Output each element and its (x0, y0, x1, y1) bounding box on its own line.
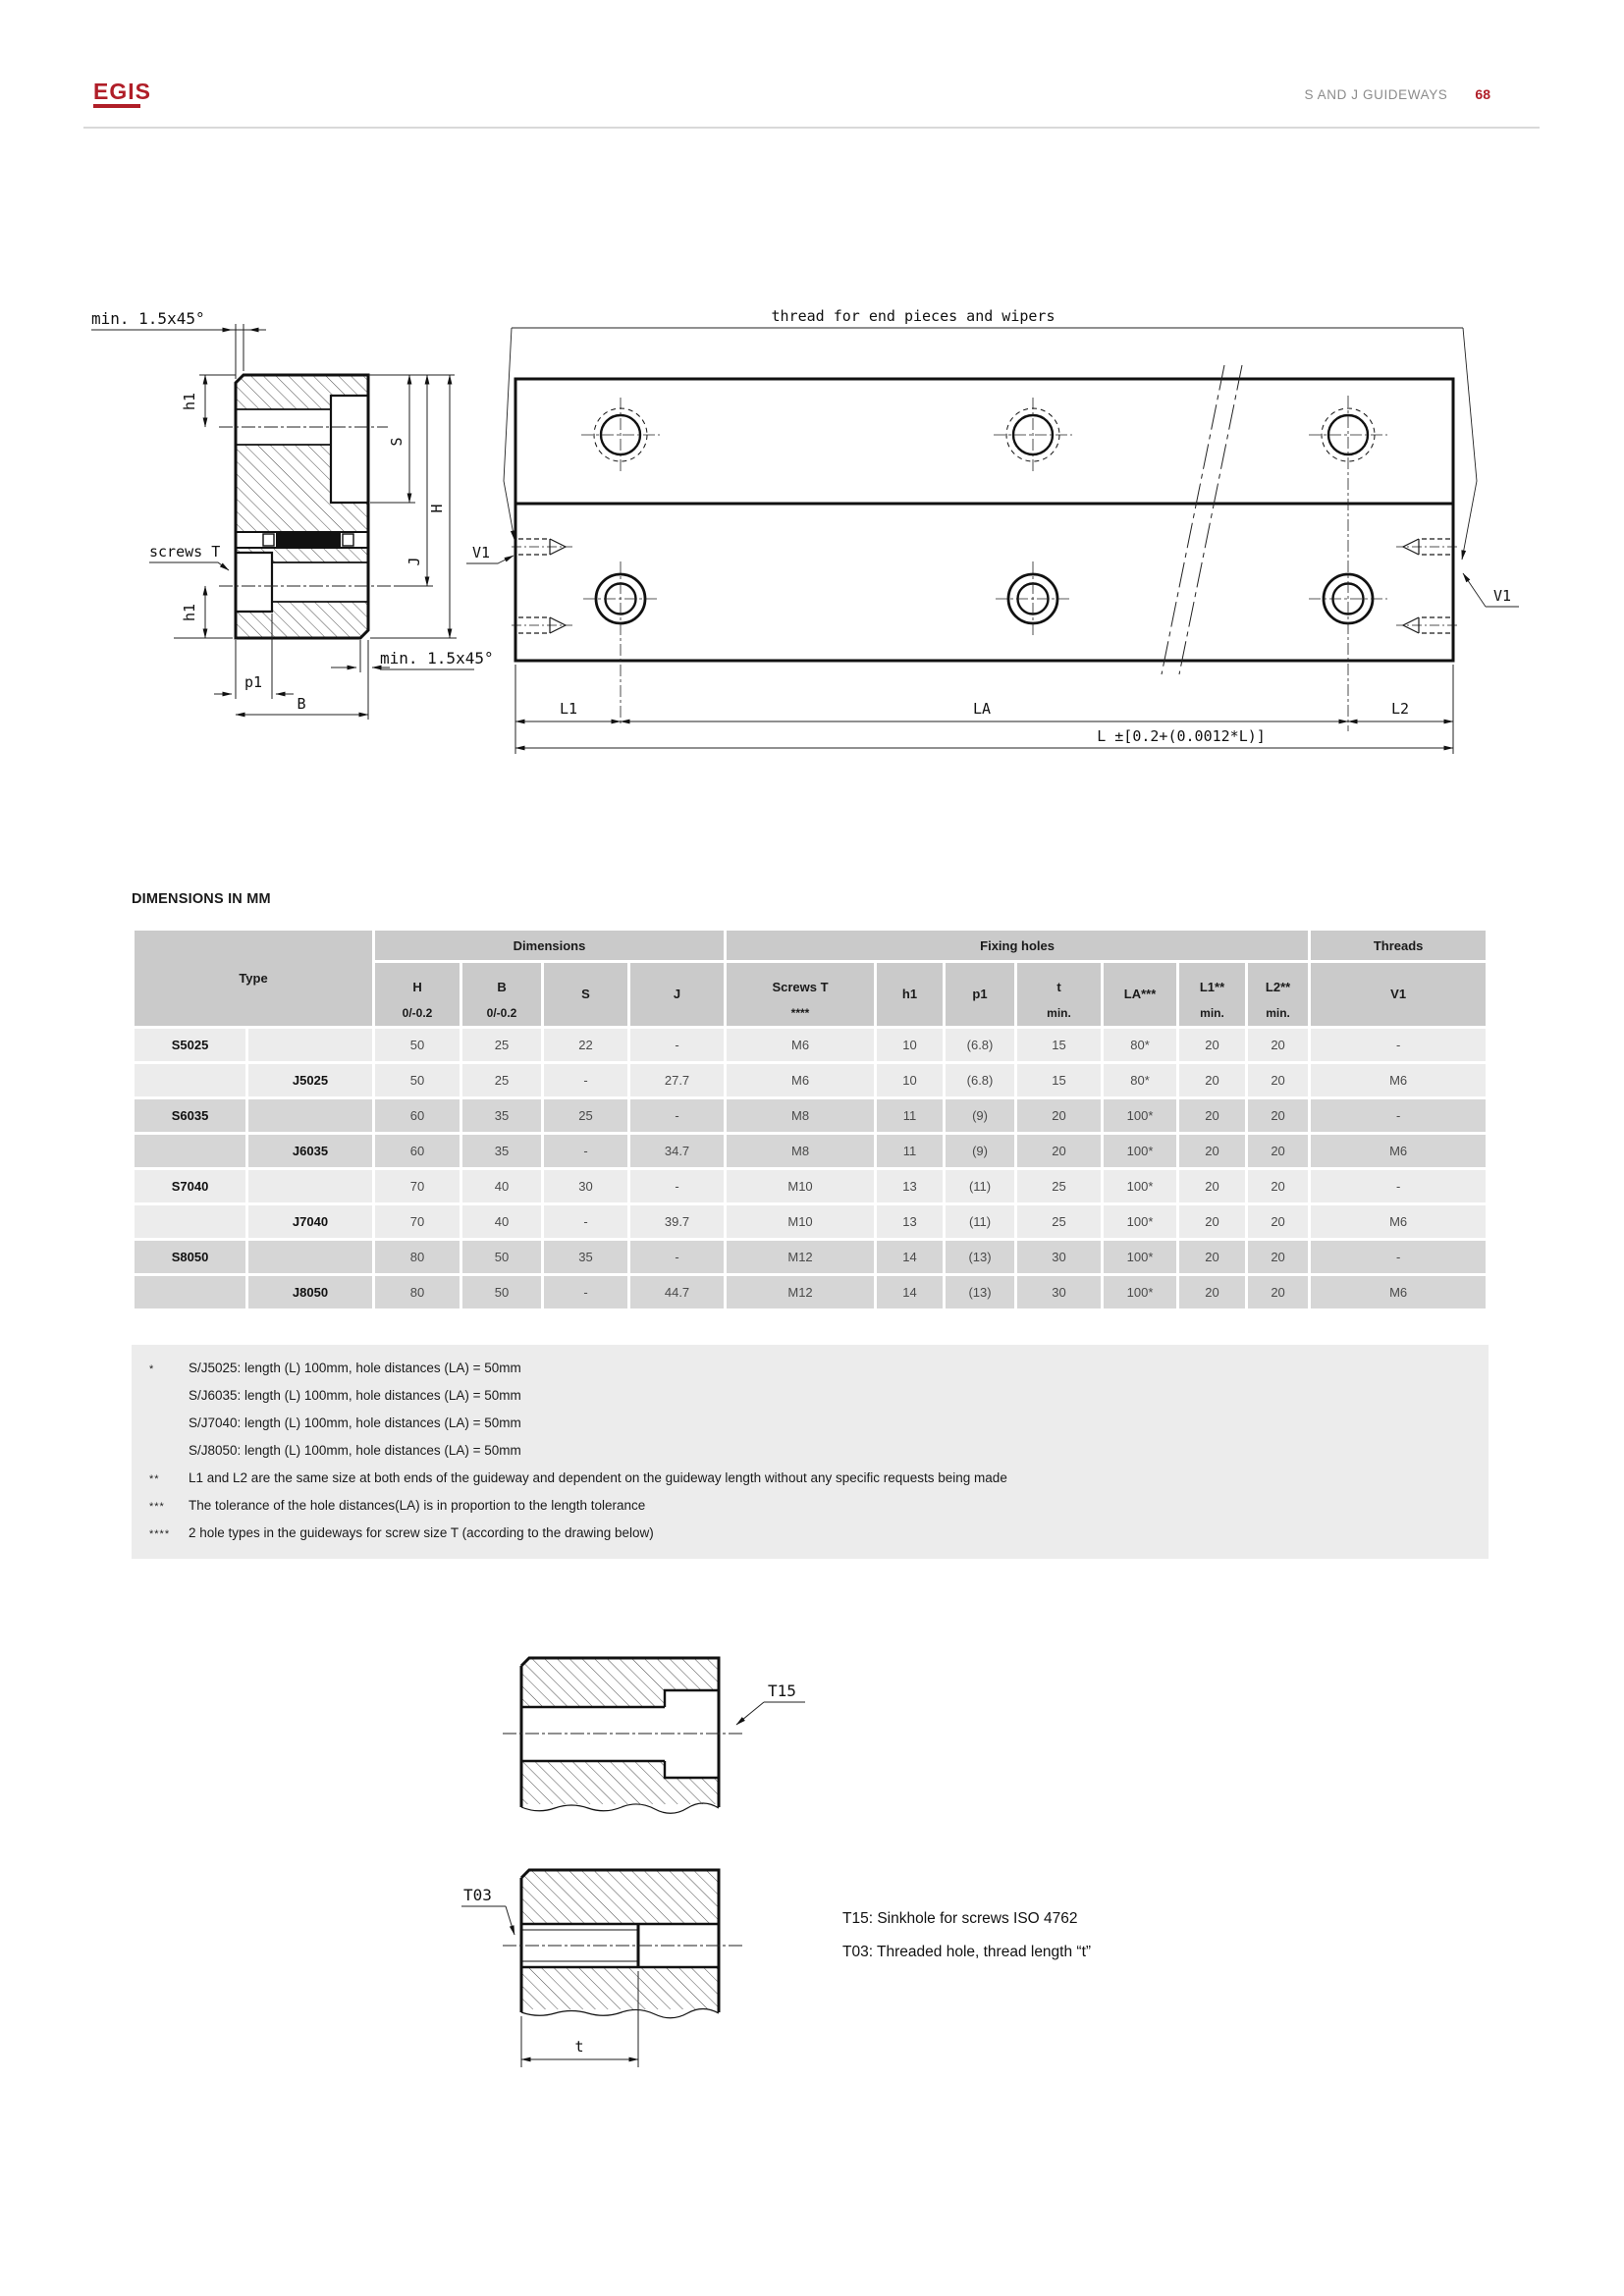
value-cell: 22 (544, 1029, 627, 1061)
cross-section-view (91, 309, 494, 720)
value-cell: 100* (1104, 1135, 1176, 1167)
table-row (135, 1135, 1486, 1167)
col-header-v1: V1 (1311, 963, 1486, 1026)
group-header-dimensions: Dimensions (375, 931, 724, 960)
col-header-H: H 0/-0.2 (375, 963, 460, 1026)
value-cell: 35 (544, 1241, 627, 1273)
table-row (135, 1064, 1486, 1096)
footnotes-box (132, 1345, 1489, 1559)
value-cell: 20 (1179, 1170, 1245, 1202)
value-cell: 34.7 (630, 1135, 724, 1167)
page-number: 68 (1475, 86, 1490, 102)
table-row (135, 1029, 1486, 1061)
value-cell: 100* (1104, 1241, 1176, 1273)
t15-note: T15: Sinkhole for screws ISO 4762 (842, 1910, 1078, 1927)
value-cell: 20 (1179, 1099, 1245, 1132)
value-cell: 60 (375, 1099, 460, 1132)
value-cell: 14 (877, 1241, 943, 1273)
col-header-t: t min. (1017, 963, 1101, 1026)
value-cell: 80* (1104, 1064, 1176, 1096)
group-header-threads: Threads (1311, 931, 1486, 960)
footnote-marker: *** (149, 1501, 165, 1513)
value-cell: - (1311, 1241, 1486, 1273)
value-cell: 20 (1248, 1241, 1308, 1273)
value-cell: 100* (1104, 1205, 1176, 1238)
value-cell: 80 (375, 1276, 460, 1308)
type-cell (248, 1099, 372, 1132)
footnote-text: 2 hole types in the guideways for screw size T (according to the drawing below) (189, 1525, 654, 1540)
value-cell: (9) (946, 1135, 1014, 1167)
egis-logo-underline (93, 104, 140, 108)
value-cell: - (630, 1099, 724, 1132)
value-cell: 70 (375, 1170, 460, 1202)
col-header-la: LA*** (1104, 963, 1176, 1026)
value-cell: 20 (1248, 1205, 1308, 1238)
value-cell: 60 (375, 1135, 460, 1167)
value-cell: 15 (1017, 1029, 1101, 1061)
footnote-line (149, 1415, 1489, 1443)
footnote-text: S/J5025: length (L) 100mm, hole distances (LA) = 50mm (189, 1361, 521, 1375)
type-cell: S6035 (135, 1099, 245, 1132)
h1-dim-bottom: h1 (181, 603, 198, 622)
value-cell: 13 (877, 1205, 943, 1238)
end-screw-icon (512, 617, 572, 633)
table-row (135, 1276, 1486, 1308)
header-rule (83, 127, 1540, 129)
value-cell: 39.7 (630, 1205, 724, 1238)
value-cell: M6 (1311, 1276, 1486, 1308)
value-cell: 50 (462, 1241, 541, 1273)
p1-dim: p1 (244, 673, 263, 691)
footnote-text: S/J6035: length (L) 100mm, hole distances (LA) = 50mm (189, 1388, 521, 1403)
table-row (135, 1170, 1486, 1202)
table-row (135, 1205, 1486, 1238)
end-screw-icon (1396, 617, 1457, 633)
footnote-line (149, 1443, 1489, 1470)
section-title: S AND J GUIDEWAYS (1304, 87, 1448, 102)
value-cell: - (544, 1064, 627, 1096)
type-cell (135, 1205, 245, 1238)
value-cell: 50 (462, 1276, 541, 1308)
col-header-S: S (544, 963, 627, 1026)
col-header-l2: L2** min. (1248, 963, 1308, 1026)
footnote-marker: ** (149, 1473, 160, 1485)
value-cell: M6 (1311, 1135, 1486, 1167)
col-header-p1: p1 (946, 963, 1014, 1026)
t03-note: T03: Threaded hole, thread length “t” (842, 1944, 1092, 1960)
value-cell: 15 (1017, 1064, 1101, 1096)
value-cell: 20 (1179, 1135, 1245, 1167)
t15-detail-view (503, 1658, 805, 1813)
value-cell: M6 (1311, 1205, 1486, 1238)
value-cell: (6.8) (946, 1064, 1014, 1096)
type-cell: S5025 (135, 1029, 245, 1061)
guideway-technical-drawing (83, 196, 1542, 766)
footnote-text: S/J7040: length (L) 100mm, hole distances (LA) = 50mm (189, 1415, 521, 1430)
value-cell: 35 (462, 1099, 541, 1132)
screws-t-label: screws T (149, 543, 221, 561)
value-cell: 14 (877, 1276, 943, 1308)
value-cell: 20 (1017, 1099, 1101, 1132)
value-cell: 20 (1179, 1276, 1245, 1308)
end-screw-icon (1396, 539, 1457, 555)
value-cell: 20 (1179, 1205, 1245, 1238)
value-cell: 20 (1248, 1064, 1308, 1096)
footnote-line (149, 1525, 1489, 1553)
footnote-text: The tolerance of the hole distances(LA) is in proportion to the length tolerance (189, 1498, 646, 1513)
col-header-J: J (630, 963, 724, 1026)
type-column-header: Type (135, 931, 372, 1026)
t03-label: T03 (463, 1886, 492, 1904)
value-cell: 10 (877, 1064, 943, 1096)
b-dim: B (297, 695, 306, 713)
egis-logo: EGIS (93, 79, 151, 104)
type-cell (248, 1170, 372, 1202)
t15-label: T15 (768, 1682, 796, 1700)
value-cell: (6.8) (946, 1029, 1014, 1061)
value-cell: 20 (1248, 1170, 1308, 1202)
l1-dim: L1 (559, 700, 578, 718)
value-cell: 11 (877, 1099, 943, 1132)
value-cell: 80* (1104, 1029, 1176, 1061)
value-cell: M8 (727, 1135, 874, 1167)
value-cell: 35 (462, 1135, 541, 1167)
value-cell: M10 (727, 1170, 874, 1202)
footnote-marker: * (149, 1363, 155, 1375)
value-cell: - (544, 1276, 627, 1308)
chamfer-note-top: min. 1.5x45° (91, 309, 205, 328)
type-cell: J8050 (248, 1276, 372, 1308)
value-cell: 20 (1248, 1135, 1308, 1167)
value-cell: 11 (877, 1135, 943, 1167)
wiper-seal (276, 532, 341, 548)
footnote-text: L1 and L2 are the same size at both ends of the guideway and dependent on the guideway length without any specific requests being made (189, 1470, 1007, 1485)
value-cell: 40 (462, 1205, 541, 1238)
side-view (466, 307, 1519, 754)
value-cell: - (544, 1205, 627, 1238)
value-cell: 25 (1017, 1205, 1101, 1238)
value-cell: 30 (1017, 1276, 1101, 1308)
value-cell: (13) (946, 1276, 1014, 1308)
value-cell: 30 (544, 1170, 627, 1202)
footnote-line (149, 1498, 1489, 1525)
value-cell: 20 (1248, 1029, 1308, 1061)
value-cell: (11) (946, 1205, 1014, 1238)
type-cell: J6035 (248, 1135, 372, 1167)
value-cell: - (630, 1241, 724, 1273)
type-cell: J7040 (248, 1205, 372, 1238)
value-cell: 50 (375, 1029, 460, 1061)
value-cell: 25 (462, 1029, 541, 1061)
footnote-line (149, 1470, 1489, 1498)
col-header-screws-t: Screws T **** (727, 963, 874, 1026)
value-cell: M8 (727, 1099, 874, 1132)
table-row (135, 1241, 1486, 1273)
value-cell: 100* (1104, 1170, 1176, 1202)
value-cell: (13) (946, 1241, 1014, 1273)
type-cell: S7040 (135, 1170, 245, 1202)
t-dim: t (574, 2038, 584, 2056)
page-header (1304, 86, 1490, 102)
h1-dim-top: h1 (181, 392, 198, 411)
l-formula: L ±[0.2+(0.0012*L)] (1097, 727, 1266, 745)
value-cell: - (630, 1029, 724, 1061)
value-cell: 80 (375, 1241, 460, 1273)
value-cell: 25 (544, 1099, 627, 1132)
type-cell (248, 1241, 372, 1273)
type-cell: S8050 (135, 1241, 245, 1273)
end-screw-icon (512, 539, 572, 555)
footnote-text: S/J8050: length (L) 100mm, hole distances (LA) = 50mm (189, 1443, 521, 1458)
type-cell (135, 1276, 245, 1308)
footnote-marker: **** (149, 1528, 171, 1540)
value-cell: 25 (1017, 1170, 1101, 1202)
value-cell: 27.7 (630, 1064, 724, 1096)
value-cell: (11) (946, 1170, 1014, 1202)
la-dim: LA (972, 700, 992, 718)
value-cell: 50 (375, 1064, 460, 1096)
value-cell: M12 (727, 1241, 874, 1273)
value-cell: 44.7 (630, 1276, 724, 1308)
value-cell: 40 (462, 1170, 541, 1202)
value-cell: 25 (462, 1064, 541, 1096)
value-cell: M6 (727, 1064, 874, 1096)
value-cell: M12 (727, 1276, 874, 1308)
value-cell: M10 (727, 1205, 874, 1238)
h-dim: H (428, 504, 446, 513)
value-cell: 70 (375, 1205, 460, 1238)
value-cell: 10 (877, 1029, 943, 1061)
footnote-line (149, 1388, 1489, 1415)
value-cell: M6 (1311, 1064, 1486, 1096)
chamfer-note-bottom: min. 1.5x45° (380, 649, 494, 667)
t03-detail-view (461, 1870, 744, 2067)
hole-detail-drawings (412, 1639, 1316, 2081)
value-cell: 20 (1248, 1276, 1308, 1308)
col-header-B: B 0/-0.2 (462, 963, 541, 1026)
value-cell: 20 (1248, 1099, 1308, 1132)
value-cell: 20 (1179, 1064, 1245, 1096)
value-cell: - (1311, 1170, 1486, 1202)
value-cell: M6 (727, 1029, 874, 1061)
value-cell: 13 (877, 1170, 943, 1202)
v1-label-left: V1 (471, 544, 491, 561)
value-cell: 100* (1104, 1276, 1176, 1308)
value-cell: - (1311, 1029, 1486, 1061)
v1-label-right: V1 (1492, 587, 1512, 605)
value-cell: - (1311, 1099, 1486, 1132)
type-cell (248, 1029, 372, 1061)
type-cell (135, 1135, 245, 1167)
dimensions-table (132, 928, 1489, 1311)
value-cell: 20 (1179, 1029, 1245, 1061)
group-header-fixing-holes: Fixing holes (727, 931, 1308, 960)
l2-dim: L2 (1390, 700, 1410, 718)
table-title: DIMENSIONS IN MM (132, 891, 271, 907)
value-cell: (9) (946, 1099, 1014, 1132)
col-header-h1: h1 (877, 963, 943, 1026)
value-cell: 30 (1017, 1241, 1101, 1273)
value-cell: - (544, 1135, 627, 1167)
value-cell: - (630, 1170, 724, 1202)
value-cell: 20 (1017, 1135, 1101, 1167)
type-cell: J5025 (248, 1064, 372, 1096)
col-header-l1: L1** min. (1179, 963, 1245, 1026)
s-dim: S (388, 437, 406, 447)
footnote-line (149, 1361, 1489, 1388)
value-cell: 20 (1179, 1241, 1245, 1273)
j-dim: J (406, 557, 423, 566)
table-row (135, 1099, 1486, 1132)
value-cell: 100* (1104, 1099, 1176, 1132)
thread-note: thread for end pieces and wipers (771, 307, 1056, 325)
type-cell (135, 1064, 245, 1096)
